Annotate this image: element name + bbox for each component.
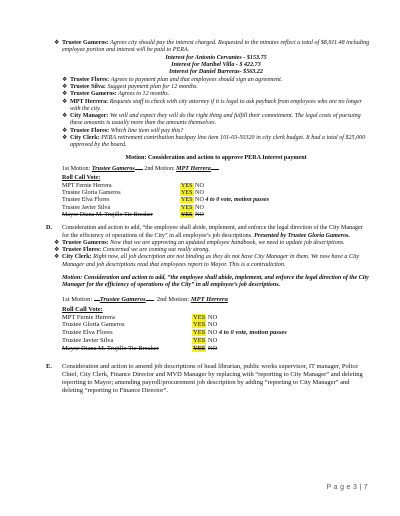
bullet-city-clerk: ❖ City Clerk: PERA retirement contribution backpay line item 101-03-50320 in city clerk budget. It had a total of $25,000 approved by the board.	[62, 135, 366, 149]
yes-highlight: YES	[193, 337, 206, 345]
table-row: MPT Fernie Herrera YES NO	[62, 313, 218, 321]
diamond-bullet-icon: ❖	[62, 91, 68, 98]
bullet-d-flores: ❖ Trustee Flores: Concerned we are coming out really strong.	[54, 247, 210, 254]
interest-line-3: Interest for Daniel Barreras- $563.22	[169, 69, 263, 76]
diamond-bullet-icon: ❖	[62, 83, 68, 90]
diamond-bullet-icon: ❖	[62, 113, 68, 120]
diamond-bullet-icon: ❖	[54, 239, 60, 246]
yes-highlight: YES	[181, 211, 193, 218]
diamond-bullet-icon: ❖	[62, 76, 68, 83]
motion-seconds-line: 1st Motion: Trustee Gameros 2nd Motion: MPT Herrera	[62, 166, 370, 173]
yes-highlight: YES	[181, 189, 193, 196]
table-row: Trustee Gloria Gameros YES NO	[62, 321, 218, 329]
table-row: Trustee Gloria Gameros YES NO	[62, 189, 204, 196]
table-row: Trustee Elva Flores YES NO 4 to 0 vote, motion passes	[62, 197, 270, 204]
diamond-bullet-icon: ❖	[62, 135, 68, 142]
section-letter: E.	[46, 363, 52, 371]
diamond-bullet-icon: ❖	[62, 98, 68, 105]
bullet-d-gameros: ❖ Trustee Gameros: Now that we are approving an updated employee handbook, we need to update job descriptions.	[54, 239, 345, 246]
bullet-herrera: ❖ MPT Herrera: Requests staff to check with city attorney if it is legal to ask payback from employees who are no longer with the city.	[62, 98, 362, 112]
roll-call-title: Roll Call Vote:	[62, 175, 101, 182]
bullet-gameros-interest: ❖ Trustee Gameros: Agrees city should pay the interest charged. Requested to the minutes reflect a total of $8,911.48 including employee portion and interest will be paid to PERA.	[54, 40, 370, 54]
interest-line-2: Interest for Maribel Villa - $ 422.73	[171, 61, 261, 68]
bullet-flores-line-item: ❖ Trustee Flores: Which line item will pay this?	[62, 127, 184, 134]
bullet-gameros-12-months: ❖ Trustee Gameros: Agrees to 12 months.	[62, 91, 170, 98]
table-row: Trustee Javier Silva YES NO	[62, 337, 218, 345]
roll-call-title-d: Roll Call Vote:	[62, 305, 103, 313]
motion-d-text: Motion: Consideration and action to add, “the employee shall abide, implement, and enforce the legal direction of the City Manager for the efficiency of operations of the City” in all employee’s job descriptions.	[62, 275, 369, 289]
diamond-bullet-icon: ❖	[54, 40, 60, 46]
table-row: Trustee Javier Silva YES NO	[62, 204, 204, 211]
bullet-flores-payment-plan: ❖ Trustee Flores: Agrees to payment plan and that employees should sign an agreement.	[62, 76, 283, 83]
yes-highlight: YES	[193, 313, 206, 321]
table-row: Mayor Diana M. Trujillo Tie Breaker YES NO	[62, 345, 218, 353]
interest-line-1: Interest for Antonio Cervantes - $153.75	[165, 54, 267, 61]
diamond-bullet-icon: ❖	[62, 127, 68, 134]
yes-highlight: YES	[181, 204, 193, 211]
yes-highlight: YES	[181, 197, 193, 204]
motion-d-seconds-line: 1st Motion: Trustee Gameros 2nd Motion: MPT Herrera	[62, 295, 228, 303]
roll-call-table	[62, 183, 269, 220]
section-e: E. Consideration and action to amend job descriptions of head librarian, public works supervisor, IT manager, Police Chief, City Clerk, Finance Director and MVD Manager by replacing with “reporting to City Manager” and deleting reporting to Mayor; amending payroll/procurement job description by adding “reporting to City Manager” and deleting “reporting to Finance Director”.	[46, 363, 363, 394]
section-d: D. Consideration and action to add, “the employee shall abide, implement, and enforce the legal direction of the City Manager for the efficiency of operations of the City” in all employee’s job descriptions. Presented by Trustee Gloria Gameros.	[46, 225, 363, 239]
yes-highlight: YES	[181, 182, 193, 189]
bullet-silva: ❖ Trustee Silva: Suggest payment plan for 12 months.	[62, 83, 198, 90]
table-row: Trustee Elva Flores YES NO 4 to 0 vote, motion passes	[62, 329, 287, 337]
yes-highlight: YES	[193, 329, 206, 337]
roll-call-table-d	[62, 314, 287, 354]
section-letter: D.	[46, 225, 52, 232]
diamond-bullet-icon: ❖	[54, 247, 60, 254]
diamond-bullet-icon: ❖	[54, 254, 60, 261]
page-number: P a g e 3 | 7	[326, 484, 368, 491]
yes-highlight: YES	[193, 321, 206, 329]
bullet-city-manager: ❖ City Manager: We will and expect they will do the right thing and fulfill their commitment. The legal costs of pursuing these amounts is usually more than the amounts themselves.	[62, 113, 361, 127]
bullet-d-city-clerk: ❖ City Clerk: Right now, all job description are not binding as they do not have City Manager in them. We now have a City Manager and job descriptions read that employees report to Mayor. This is a contradiction.	[54, 254, 360, 268]
motion-pera-title: Motion: Consideration and action to approve PERA Interest payment	[125, 154, 307, 161]
yes-highlight: YES	[193, 345, 206, 353]
table-row: Mayor Diana M. Trujillo Tie Breaker YES NO	[62, 211, 204, 218]
table-row: MPT Fernie Herrera YES NO	[62, 182, 204, 189]
